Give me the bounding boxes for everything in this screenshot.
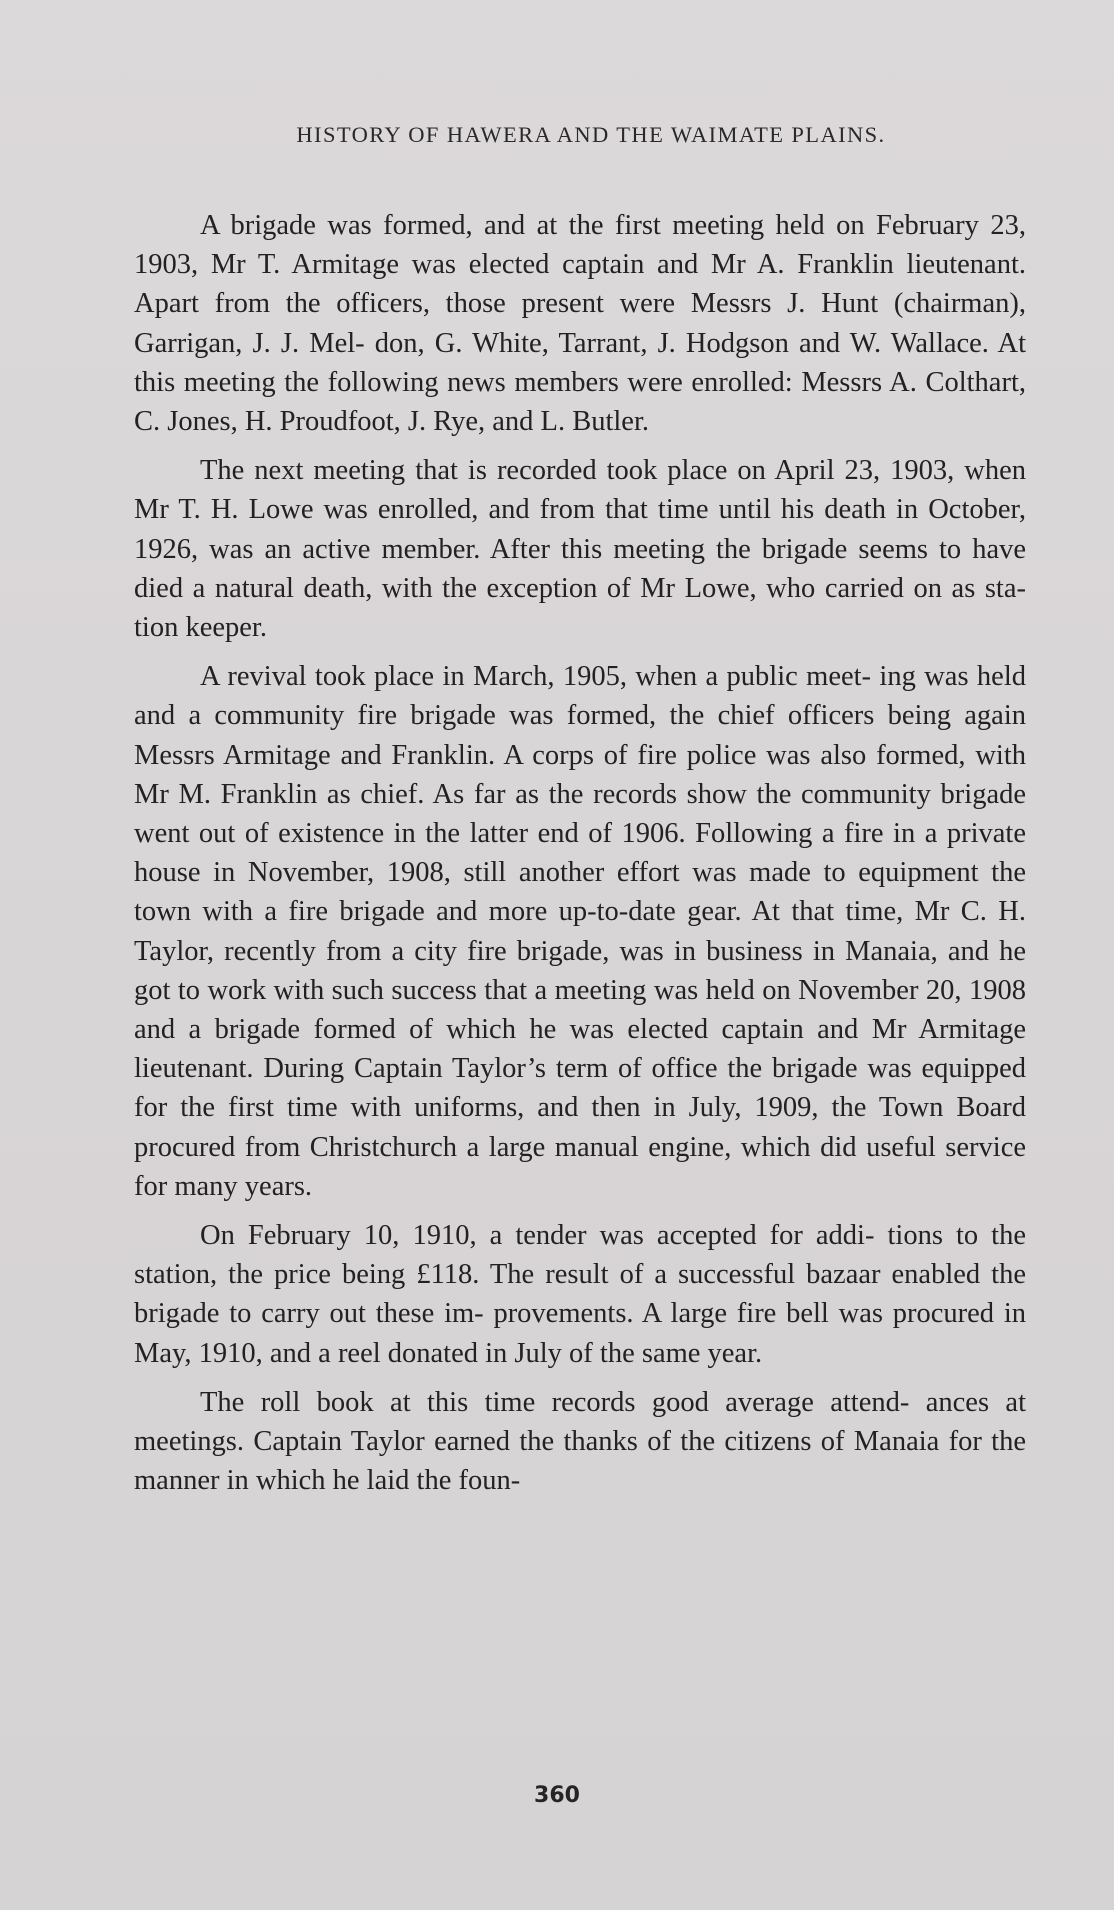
running-title: HISTORY OF HAWERA AND THE WAIMATE PLAINS. [296, 122, 886, 147]
paragraph-brigade-formed: A brigade was formed, and at the first meeting held on February 23, 1903, Mr T. Armitage was elected captain and Mr A. Franklin lieutenant. Apart from the officers, those present were Messrs J. Hunt (chairman), Garrigan, J. J. Mel- don, G. White, Tarrant, J. Hodgson and W. Wallace. At this meeting the following news members were enrolled: Messrs A. Colthart, C. Jones, H. Proudfoot, J. Rye, and L. Butler. [134, 210, 1026, 438]
paragraph-revival: A revival took place in March, 1905, when a public meet- ing was held and a community fire brigade was formed, the chief officers being again Messrs Armitage and Franklin. A corps of fire police was also formed, with Mr M. Franklin as chief. As far as the records show the community brigade went out of existence in the latter end of 1906. Following a fire in a private house in November, 1908, still another effort was made to equipment the town with a fire brigade and more up-to-date gear. At that time, Mr C. H. Taylor, recently from a city fire brigade, was in business in Manaia, and he got to work with such success that a meeting was held on November 20, 1908 and a brigade formed of which he was elected captain and Mr Armitage lieutenant. During Captain Taylor’s term of office the brigade was equipped for the first time with uniforms, and then in July, 1909, the Town Board procured from Christchurch a large manual engine, which did useful service for many years. [134, 661, 1026, 1202]
paragraph-tender: On February 10, 1910, a tender was accepted for addi- tions to the station, the price being £118. The result of a successful bazaar enabled the brigade to carry out these im- provements. A large fire bell was procured in May, 1910, and a reel donated in July of the same year. [134, 1220, 1026, 1369]
body-text [134, 206, 1026, 1511]
paragraph-roll-book: The roll book at this time records good average attend- ances at meetings. Captain Taylor earned the thanks of the citizens of Manaia for the manner in which he laid the foun- [134, 1386, 1026, 1497]
paragraph-next-meeting: The next meeting that is recorded took place on April 23, 1903, when Mr T. H. Lowe was enrolled, and from that time until his death in October, 1926, was an active member. After this meeting the brigade seems to have died a natural death, with the exception of Mr Lowe, who carried on as sta- tion keeper. [134, 455, 1026, 644]
page-number: 360 [534, 1783, 580, 1808]
